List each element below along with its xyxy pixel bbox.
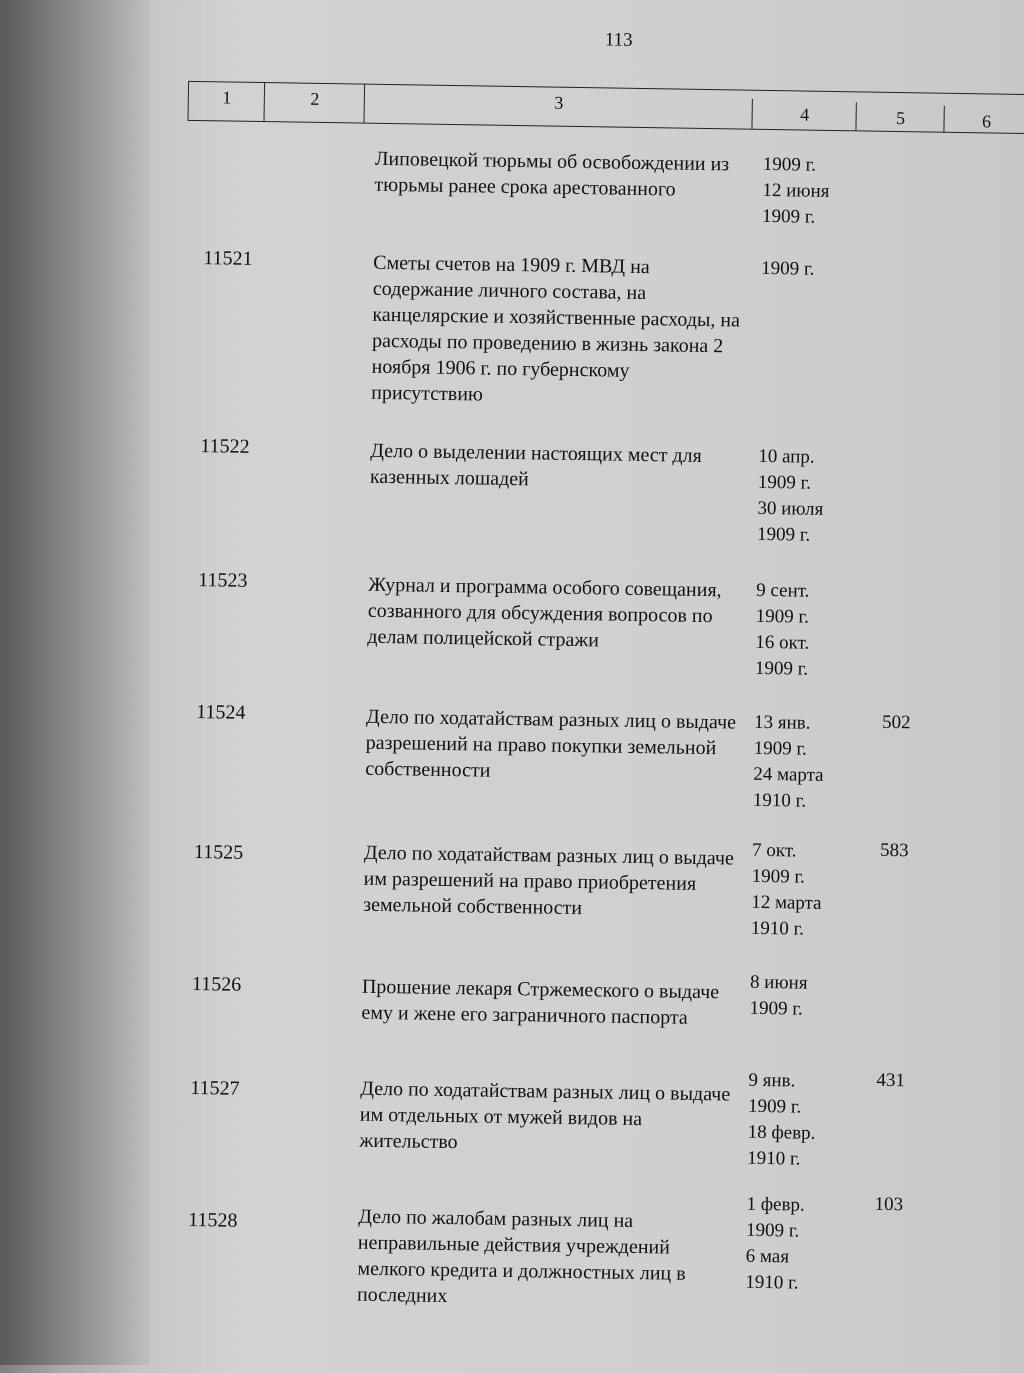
column-header-4: 4 — [751, 99, 856, 131]
entry-dates — [745, 1192, 857, 1298]
entry-date: 8 июня — [749, 971, 808, 994]
entry-date: 12 марта — [751, 891, 822, 914]
entry-sheet-count: 502 — [881, 711, 911, 734]
entry-dates — [757, 444, 869, 550]
entry-date: 1909 г. — [754, 657, 809, 680]
entry-date: 24 марта — [753, 763, 824, 786]
entry-dates — [761, 256, 871, 284]
entry-date: 1909 г. — [762, 153, 817, 176]
entry-date: 10 апр. — [758, 445, 815, 468]
entry-date: 7 окт. — [751, 839, 797, 862]
entry-date: 1909 г. — [745, 1219, 800, 1242]
entry-date: 1909 г. — [755, 605, 810, 628]
entry-date: 6 мая — [745, 1245, 790, 1268]
entry-number: 11521 — [203, 247, 253, 270]
entry-title: Сметы счетов на 1909 г. МВД на содержание личного состава, на канцелярские и хозяйственные расходы, на расходы по проведению в жизнь закона 2 ноября 1906 г. по губернскому присутствию — [371, 251, 741, 406]
table-row — [0, 1180, 1015, 1308]
entry-date: 9 янв. — [748, 1069, 796, 1092]
entry-sheet-count: 103 — [874, 1193, 904, 1216]
entry-title: Прошение лекаря Стржемеского о выдаче ему и жене его заграничного паспорта — [361, 975, 720, 1029]
table-row — [6, 244, 1024, 406]
entry-title: Дело по жалобам разных лиц на неправильные действия учреждений мелкого кредита и должностных лиц в последних — [356, 1205, 686, 1308]
entry-date: 1909 г. — [761, 257, 815, 280]
table-row — [0, 826, 1020, 940]
entry-date: 1909 г. — [756, 523, 811, 546]
entry-sheet-count: 431 — [876, 1069, 906, 1092]
table-row — [3, 432, 1024, 546]
column-header-3: 3 — [363, 85, 753, 129]
table-row — [0, 698, 1022, 812]
entry-number: 11522 — [200, 435, 250, 458]
table-row — [0, 566, 1024, 680]
entry-number: 11527 — [190, 1077, 240, 1100]
column-header-1: 1 — [188, 82, 266, 121]
entry-number: 11526 — [191, 973, 242, 996]
entry-date: 18 февр. — [747, 1121, 816, 1144]
entry-number: 11528 — [188, 1208, 238, 1232]
entry-dates — [753, 710, 865, 816]
entry-date: 1909 г. — [761, 205, 816, 228]
page-number: 113 — [604, 29, 633, 51]
entry-date: 9 сент. — [756, 579, 810, 602]
column-header-6: 6 — [943, 106, 1024, 133]
entry-title: Дело о выделении настоящих мест для казенных лошадей — [369, 439, 702, 491]
entry-date: 12 июня — [762, 179, 830, 202]
entry-date: 16 окт. — [755, 631, 810, 654]
column-header-2: 2 — [263, 83, 365, 123]
entry-date: 30 июля — [757, 497, 824, 520]
entry-date: 1 февр. — [746, 1193, 805, 1216]
entry-date: 1909 г. — [757, 471, 812, 494]
entry-title: Журнал и программа особого совещания, созванного для обсуждения вопросов по делам полицейской стражи — [367, 573, 722, 652]
entry-number: 11524 — [196, 701, 246, 724]
table-row — [0, 958, 1018, 1029]
entry-date: 1909 г. — [747, 1095, 802, 1118]
table-row — [7, 140, 1024, 228]
entry-dates — [749, 970, 860, 1024]
entry-title: Дело по ходатайствам разных лиц о выдаче им отдельных от мужей видов на жительство — [359, 1077, 731, 1154]
table-header — [187, 81, 1024, 134]
entry-date: 1910 г. — [747, 1147, 801, 1170]
entry-dates — [755, 578, 867, 684]
entry-date: 13 янв. — [753, 711, 811, 734]
entry-date: 1910 г. — [752, 789, 807, 812]
entry-title: Дело по ходатайствам разных лиц о выдаче разрешений на право покупки земельной собственности — [365, 705, 737, 782]
column-header-5: 5 — [855, 102, 944, 131]
entry-number: 11525 — [193, 841, 244, 864]
entry-title: Липовецкой тюрьмы об освобождении из тюрьмы ранее срока арестованного — [374, 147, 730, 201]
table-row — [0, 1056, 1017, 1170]
entry-date: 1909 г. — [749, 997, 803, 1020]
entry-date: 1909 г. — [751, 865, 806, 888]
entry-date: 1910 г. — [745, 1271, 799, 1294]
entry-date: 1909 г. — [753, 737, 808, 760]
entry-sheet-count: 583 — [879, 839, 909, 862]
entry-number: 11523 — [198, 569, 248, 592]
entry-title: Дело по ходатайствам разных лиц о выдаче им разрешений на право приобретения земельной собственности — [363, 841, 735, 920]
entry-date: 1910 г. — [750, 917, 805, 940]
entry-dates — [751, 838, 863, 944]
entry-dates — [762, 152, 873, 232]
entry-dates — [747, 1068, 859, 1174]
